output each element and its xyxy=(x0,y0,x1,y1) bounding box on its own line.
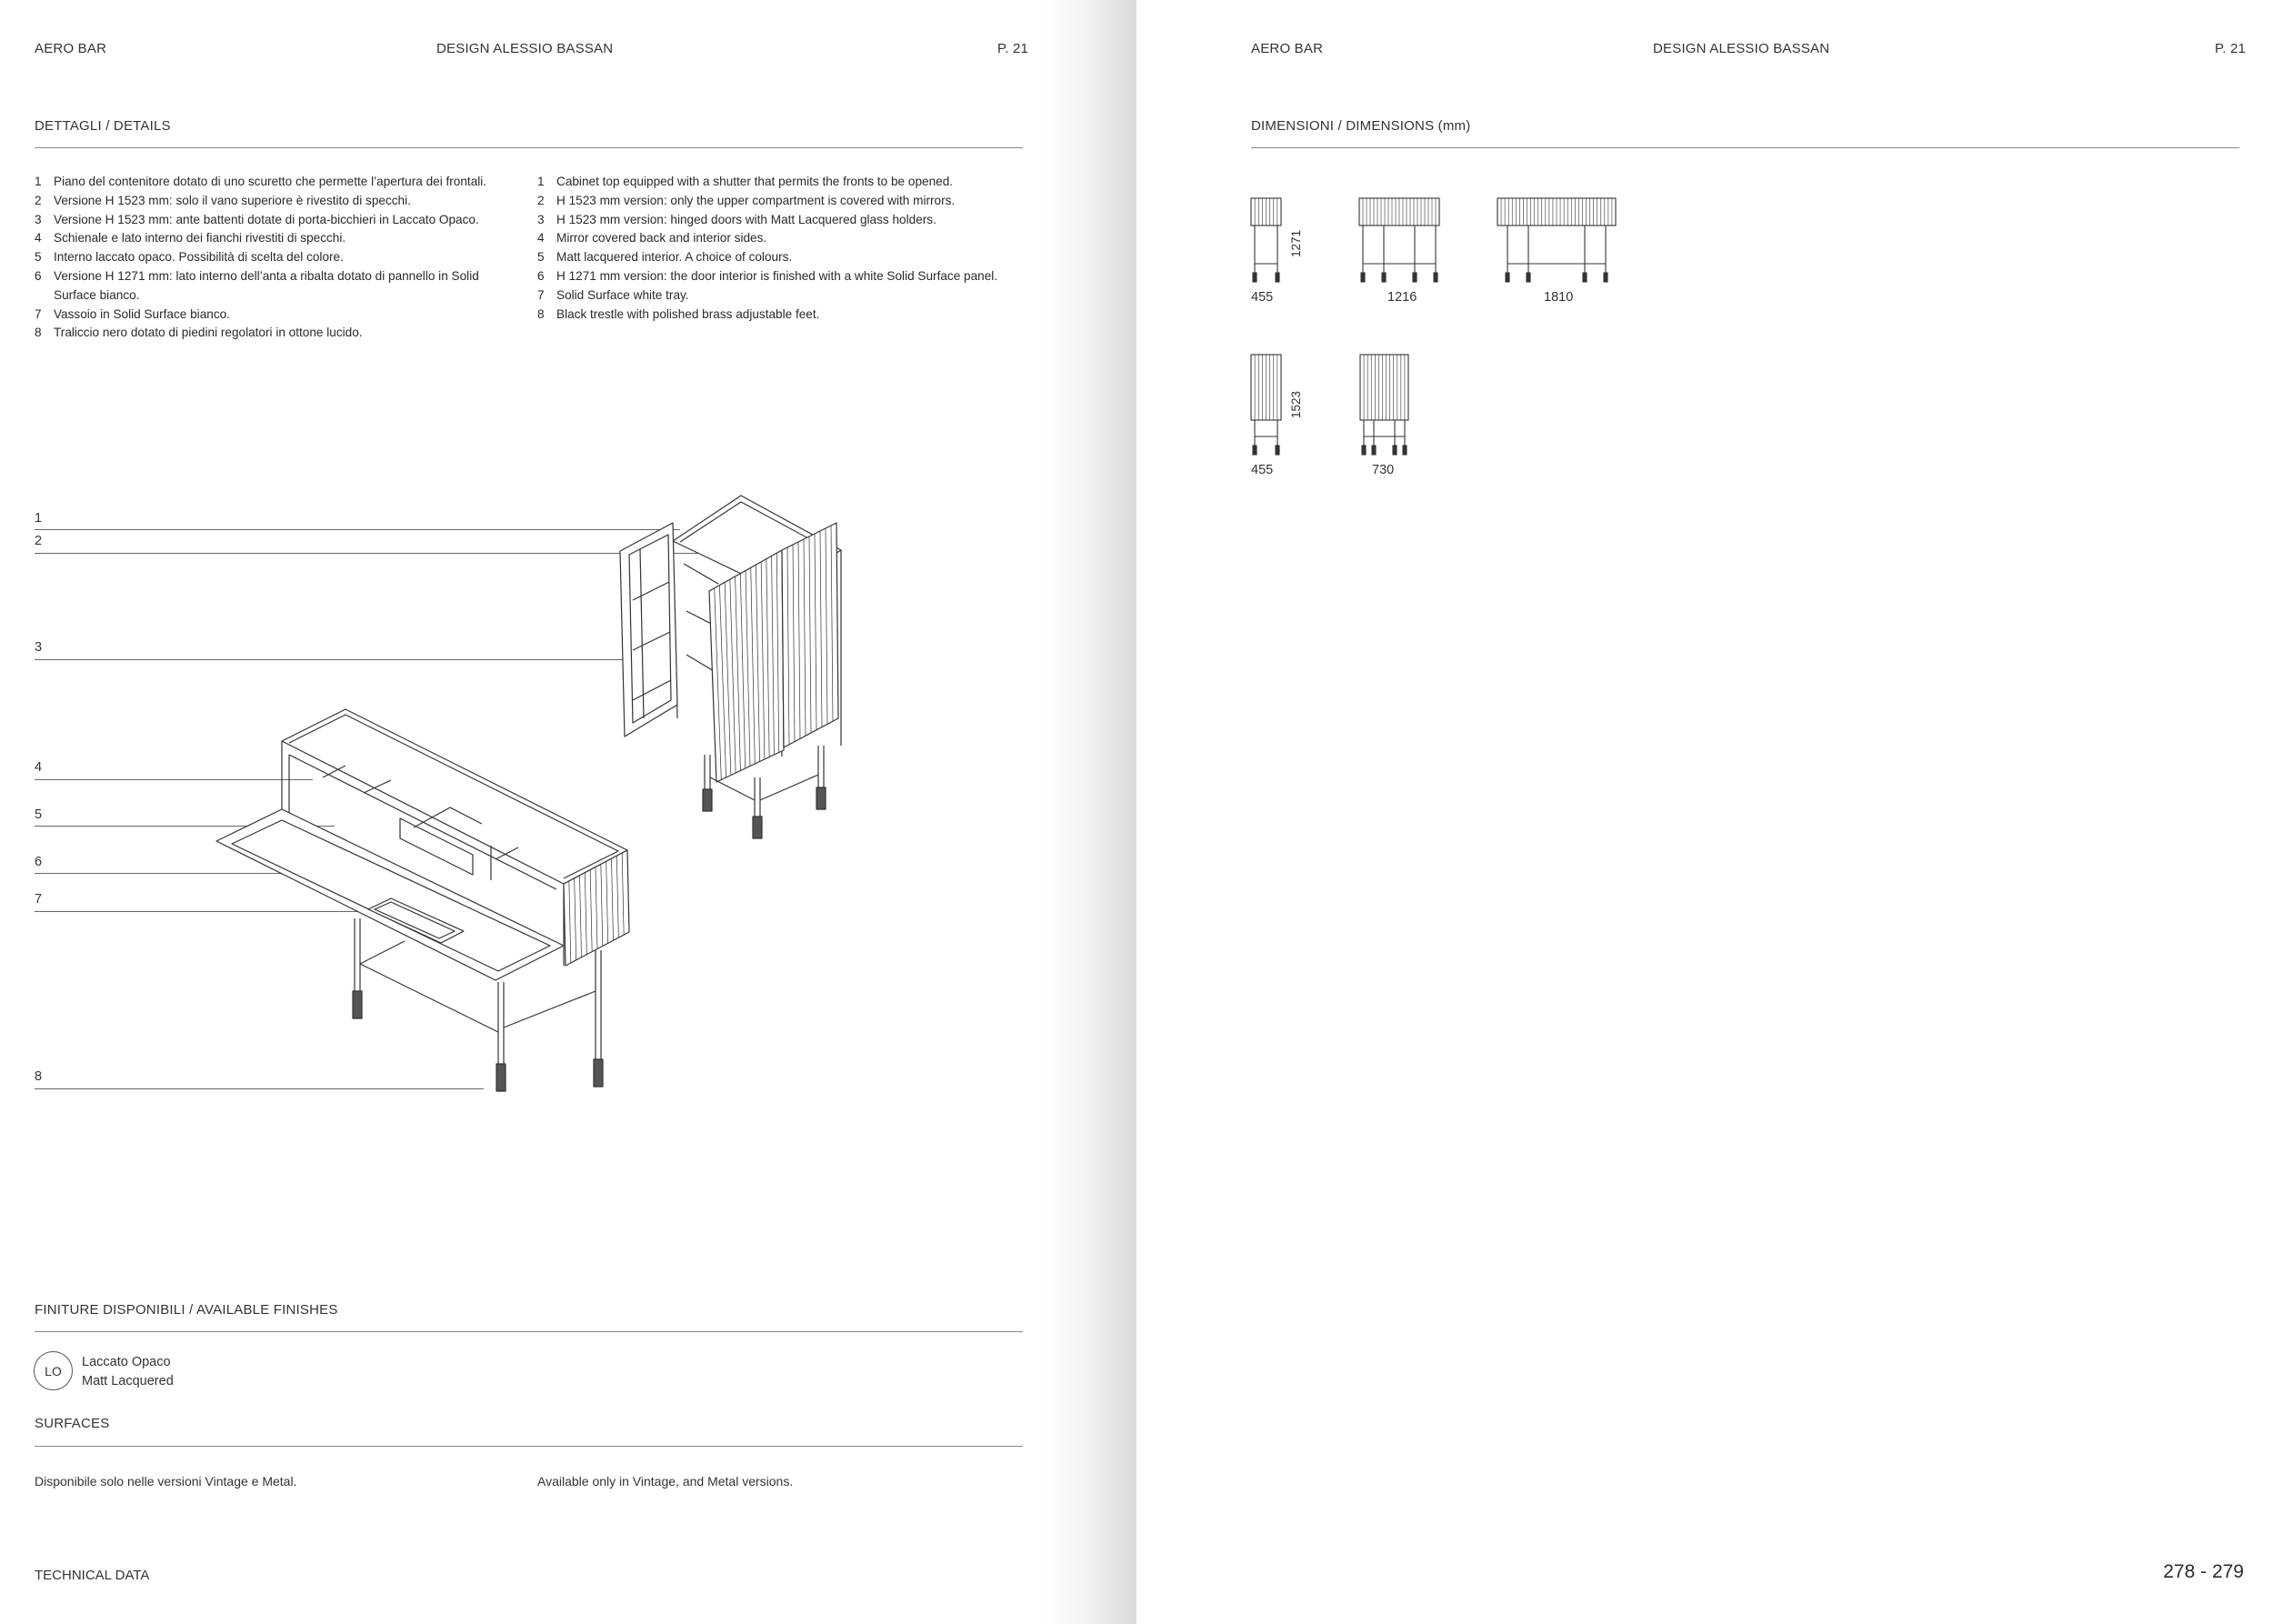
detail-en-item-number: 1 xyxy=(537,175,545,188)
detail-en-item-number: 8 xyxy=(537,306,545,321)
detail-it-item-number: 3 xyxy=(35,212,42,226)
finish-swatch-lo: LO xyxy=(34,1351,73,1390)
detail-it-item-text: Schienale e lato interno dei fianchi rivestiti di specchi. xyxy=(54,231,346,246)
detail-it-item-text: Traliccio nero dotato di piedini regolatori in ottone lucido. xyxy=(54,326,363,340)
finish-name-italian: Laccato Opaco xyxy=(82,1355,171,1369)
detail-en-item-number: 3 xyxy=(537,212,545,226)
detail-en-item-number: 6 xyxy=(537,268,545,283)
detail-en-item-text: Mirror covered back and interior sides. xyxy=(556,231,767,246)
detail-en-item-text: Solid Surface white tray. xyxy=(556,287,689,302)
detail-en-item-number: 7 xyxy=(537,287,545,302)
detail-en-item-number: 5 xyxy=(537,250,545,265)
low-width-1810-label: 1810 xyxy=(1544,290,1574,305)
dimensions-title: DIMENSIONI / DIMENSIONS (mm) xyxy=(1251,118,1471,134)
detail-en-item-text: Black trestle with polished brass adjustable feet. xyxy=(556,306,820,321)
details-title: DETTAGLI / DETAILS xyxy=(35,118,171,134)
detail-it-item-text: Interno laccato opaco. Possibilità di scelta del colore. xyxy=(54,250,344,265)
finishes-title: FINITURE DISPONIBILI / AVAILABLE FINISHES xyxy=(35,1302,338,1318)
low-cabinet xyxy=(216,709,629,980)
tall-depth-label: 455 xyxy=(1251,463,1274,477)
tall-cabinet xyxy=(620,496,841,782)
tall-height-label: 1523 xyxy=(1289,390,1303,418)
right-page xyxy=(1136,0,2273,1624)
left-page xyxy=(0,0,1100,1624)
finish-name xyxy=(82,1353,174,1391)
detail-it-item-number: 1 xyxy=(35,175,42,188)
surfaces-title: SURFACES xyxy=(35,1416,110,1431)
callout-8: 8 xyxy=(35,1069,43,1084)
detail-it-item-text: Versione H 1523 mm: ante battenti dotate di porta-bicchieri in Laccato Opaco. xyxy=(54,212,479,226)
callout-6: 6 xyxy=(35,855,43,869)
detail-en-item-number: 2 xyxy=(537,193,545,207)
header-product-right: AERO BAR xyxy=(1251,41,1324,56)
detail-it-item-number: 5 xyxy=(35,250,42,265)
detail-en-item-text: H 1271 mm version: the door interior is finished with a white Solid Surface panel. xyxy=(556,268,998,283)
callout-1: 1 xyxy=(35,511,43,526)
spread-page-numbers: 278 - 279 xyxy=(2163,1561,2244,1582)
header-page-number: P. 21 xyxy=(997,41,1029,56)
surfaces-rule xyxy=(35,1446,1023,1447)
header-designer-right: DESIGN ALESSIO BASSAN xyxy=(1653,41,1830,56)
low-width-1216-label: 1216 xyxy=(1387,290,1417,305)
detail-it-item-number: 8 xyxy=(35,326,42,340)
callout-2: 2 xyxy=(35,534,43,548)
detail-en-item-text: H 1523 mm version: hinged doors with Matt Lacquered glass holders. xyxy=(556,212,936,226)
callout-4: 4 xyxy=(35,760,43,775)
header-product: AERO BAR xyxy=(35,41,107,56)
low-height-label: 1271 xyxy=(1289,229,1303,257)
detail-it-item-number: 7 xyxy=(35,306,42,321)
surfaces-text-english: Available only in Vintage, and Metal versions. xyxy=(537,1474,794,1489)
detail-en-item-text: Cabinet top equipped with a shutter that permits the fronts to be opened. xyxy=(556,175,954,188)
callout-5: 5 xyxy=(35,807,43,822)
detail-en-item-number: 4 xyxy=(537,231,545,246)
finishes-rule xyxy=(35,1331,1023,1332)
detail-en-item-text: Matt lacquered interior. A choice of colours. xyxy=(556,250,793,265)
dimension-drawings xyxy=(1136,0,2273,509)
detail-it-item-number: 4 xyxy=(35,231,42,246)
callout-7: 7 xyxy=(35,892,43,907)
dimension-drawings-flutes xyxy=(1255,198,1612,420)
callout-3: 3 xyxy=(35,640,43,655)
detail-it-item-text: Versione H 1271 mm: lato interno dell’anta a ribalta dotato di pannello in Solid Surface bianco. xyxy=(54,268,479,302)
finish-name-english: Matt Lacquered xyxy=(82,1374,174,1388)
header-page-number-right: P. 21 xyxy=(2215,41,2247,56)
detail-it-item-text: Versione H 1523 mm: solo il vano superiore è rivestito di specchi. xyxy=(54,193,411,207)
tall-width-730-label: 730 xyxy=(1372,463,1395,477)
detail-it-item-text: Piano del contenitore dotato di uno scuretto che permette l’apertura dei frontali. xyxy=(54,175,487,188)
detail-it-item-text: Vassoio in Solid Surface bianco. xyxy=(54,306,230,321)
detail-it-item-number: 2 xyxy=(35,193,42,207)
surfaces-text-italian: Disponibile solo nelle versioni Vintage e Metal. xyxy=(35,1474,297,1489)
detail-it-item-number: 6 xyxy=(35,268,42,283)
detail-en-item-text: H 1523 mm version: only the upper compartment is covered with mirrors. xyxy=(556,193,956,207)
low-depth-label: 455 xyxy=(1251,290,1274,305)
footer-technical-data: TECHNICAL DATA xyxy=(35,1568,150,1583)
header-designer: DESIGN ALESSIO BASSAN xyxy=(436,41,614,56)
